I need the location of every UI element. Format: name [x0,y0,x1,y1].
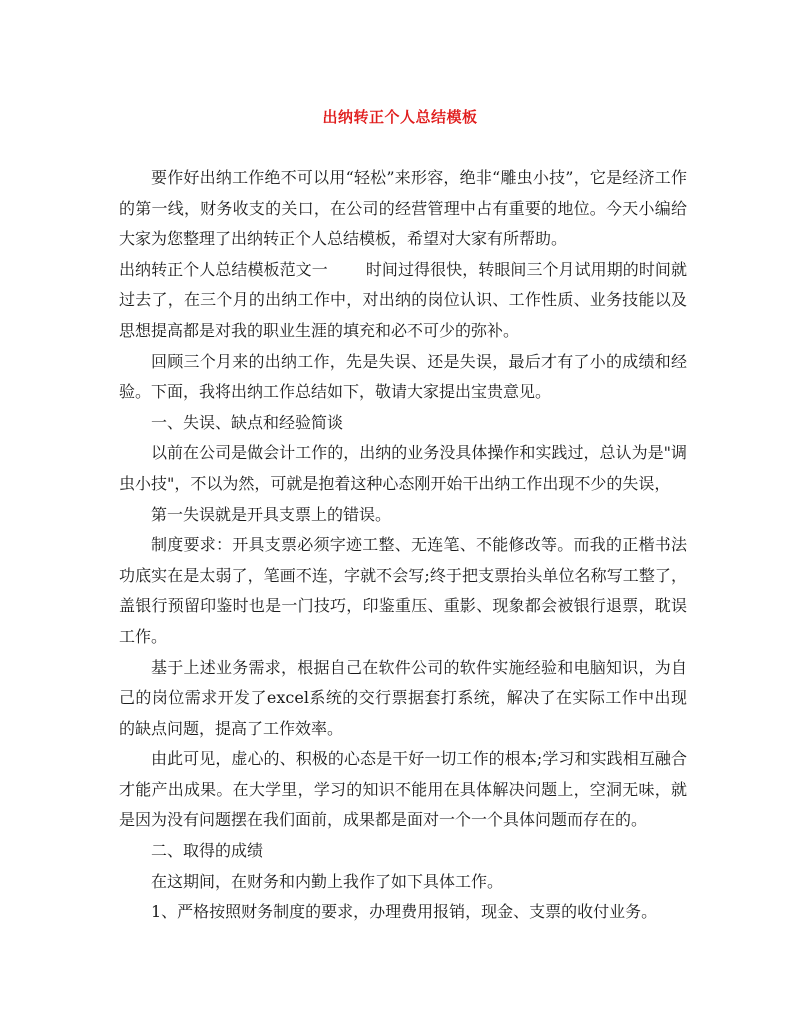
section-heading-mistakes: 一、失误、缺点和经验简谈 [151,412,344,432]
document-title: 出纳转正个人总结模板 [322,108,478,126]
sample-paragraph [119,255,687,347]
section-heading-achievements: 二、取得的成绩 [151,841,264,861]
review-paragraph: 回顾三个月来的出纳工作，先是失误、还是失误，最后才有了小的成绩和经验。下面，我将出纳工作总结如下，敬请大家提出宝贵意见。 [119,351,687,402]
solution-paragraph: 基于上述业务需求，根据自己在软件公司的软件实施经验和电脑知识，为自己的岗位需求开发了excel系统的交行票据套打系统，解决了在实际工作中出现的缺点问题，提高了工作效率。 [119,657,687,738]
previous-work-paragraph: 以前在公司是做会计工作的，出纳的业务没具体操作和实践过，总认为是"调虫小技"，不以为然，可就是抱着这种心态刚开始干出纳工作出现不少的失误， [119,443,687,493]
work-intro-paragraph: 在这期间，在财务和内勤上我作了如下具体工作。 [151,871,504,891]
first-mistake-paragraph: 第一失误就是开具支票上的错误。 [151,504,392,524]
attitude-paragraph: 由此可见，虚心的、积极的心态是干好一切工作的根本;学习和实践相互融合才能产出成果。在大学里，学习的知识不能用在具体解决问题上，空洞无味，就是因为没有问题摆在我们面前，成果都是面对一个一个具体问题而存在的。 [119,749,687,830]
work-item-1: 1、严格按照财务制度的要求，办理费用报销，现金、支票的收付业务。 [151,902,658,922]
sample-heading: 出纳转正个人总结模板范文一 [119,259,328,279]
rules-paragraph: 制度要求：开具支票必须字迹工整、无连笔、不能修改等。而我的正楷书法功底实在是太弱了，笔画不连，字就不会写;终于把支票抬头单位名称写工整了，盖银行预留印鉴时也是一门技巧，印鉴重压、重影、现象都会被银行退票，耽误工作。 [119,535,687,646]
document-body [119,163,687,928]
intro-paragraph: 要作好出纳工作绝不可以用“轻松”来形容，绝非“雕虫小技”，它是经济工作的第一线，财务收支的关口，在公司的经营管理中占有重要的地位。今天小编给大家为您整理了出纳转正个人总结模板，希望对大家有所帮助。 [119,168,687,249]
sample-intro-text: 时间过得很快，转眼间三个月试用期的时间就过去了，在三个月的出纳工作中，对出纳的岗位认识、工作性质、业务技能以及思想提高都是对我的职业生涯的填充和必不可少的弥补。 [119,259,687,340]
